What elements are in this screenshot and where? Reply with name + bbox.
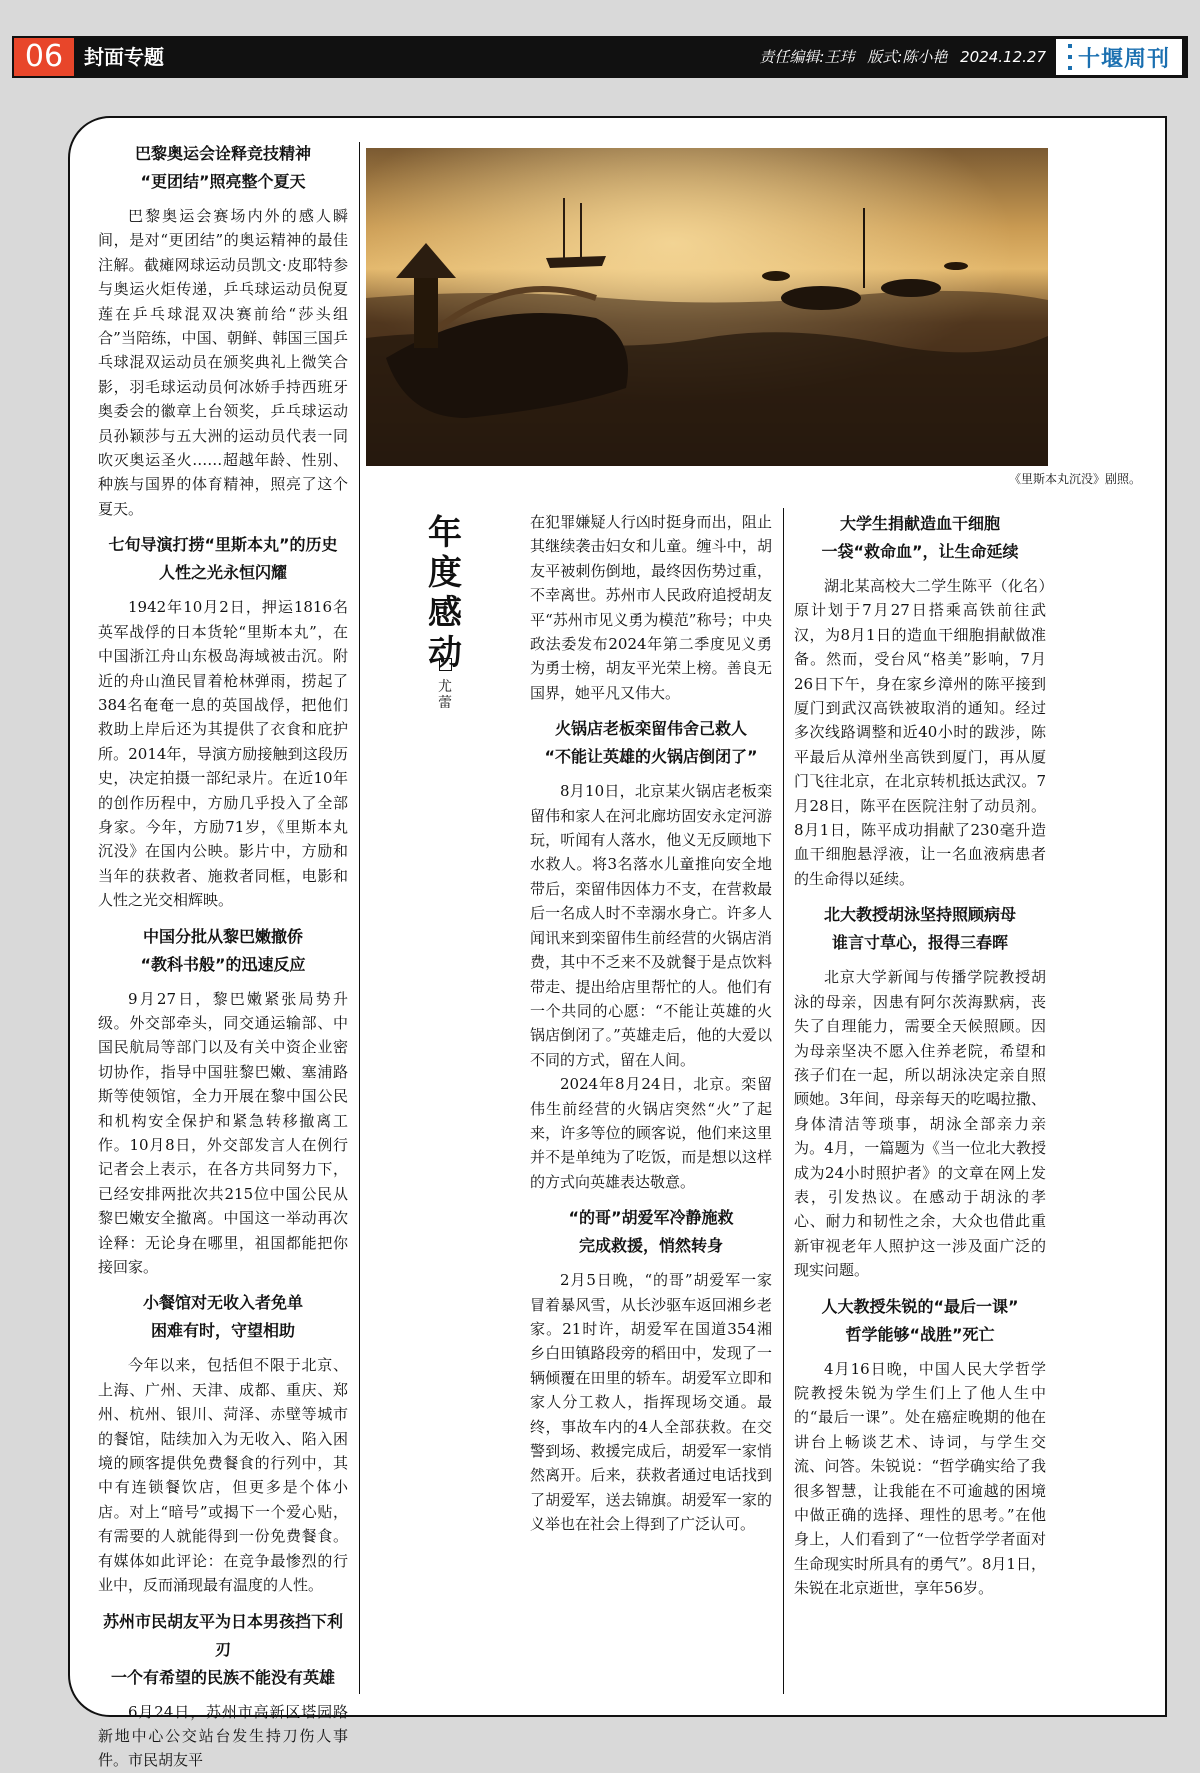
heading-line: 中国分批从黎巴嫩撤侨 <box>142 926 303 946</box>
heading-line: 小餐馆对无收入者免单 <box>142 1293 303 1313</box>
article <box>794 1293 1046 1601</box>
title-char: 动 <box>428 633 462 673</box>
article <box>794 901 1046 1282</box>
byline-box-icon <box>439 658 452 671</box>
heading-line: 火锅店老板栾留伟舍己救人 <box>554 719 747 739</box>
heading-line: 巴黎奥运会诠释竞技精神 <box>134 144 311 163</box>
heading-line: 哲学能够“战胜”死亡 <box>845 1324 995 1344</box>
article <box>98 140 348 521</box>
title-char: 度 <box>428 553 462 593</box>
article-paragraph: 湖北某高校大二学生陈平（化名）原计划于7月27日搭乘高铁前往武汉，为8月1日的造血干细胞捐献做准备。然而，受台风“格美”影响，7月26日下午，身在家乡漳州的陈平接到厦门到武汉高铁被取消的通知。经过多次线路调整和近40小时的跋涉，陈平最后从漳州坐高铁到厦门，再从厦门飞往北京，在北京转机抵达武汉。7月28日，陈平在医院注射了动员剂。8月1日，陈平成功捐献了230毫升造血干细胞悬浮液，让一名血液病患者的生命得以延续。 <box>794 577 1046 888</box>
article <box>98 1289 348 1597</box>
article-heading <box>794 510 1046 566</box>
page-header <box>12 36 1188 78</box>
article-heading <box>98 1289 348 1345</box>
title-char: 年 <box>428 513 462 553</box>
article-paragraph: 6月24日，苏州市高新区塔园路新地中心公交站台发生持刀伤人事件。市民胡友平 <box>98 1702 348 1770</box>
article-heading <box>98 531 348 587</box>
paper-name: 十堰周刊 <box>1077 45 1170 72</box>
column-2 <box>530 510 772 1537</box>
article-heading <box>794 901 1046 957</box>
heading-line: 困难有时，守望相助 <box>150 1321 295 1341</box>
column-divider <box>783 508 784 1694</box>
author-char: 尤 <box>438 679 452 695</box>
paper-logo <box>1056 39 1182 75</box>
article-heading <box>98 923 348 979</box>
author-byline <box>432 658 458 711</box>
article <box>98 923 348 1280</box>
article-heading <box>794 1293 1046 1349</box>
article-heading <box>98 1608 348 1692</box>
article-paragraph: 1942年10月2日，押运1816名英军战俘的日本货轮“里斯本丸”，在中国浙江舟山东极岛海域被击沉。附近的舟山渔民冒着枪林弹雨，捞起了384名奄奄一息的英国战俘，把他们救助上岸后还为其提供了衣食和庇护所。2014年，导演方励接触到这段历史，决定拍摄一部纪录片。在近10年的创作历程中，方励几乎投入了全部身家。今年，方励71岁，《里斯本丸沉没》在国内公映。影片中，方励和当年的获救者、施救者同框，电影和人性之光交相辉映。 <box>98 598 348 910</box>
feature-photo <box>366 148 1048 466</box>
article-heading <box>98 140 348 196</box>
article <box>98 1608 348 1773</box>
column-divider <box>359 142 360 1694</box>
heading-line: “的哥”胡爱军冷静施救 <box>568 1208 734 1228</box>
article-paragraph: 8月10日，北京某火锅店老板栾留伟和家人在河北廊坊固安永定河游玩，听闻有人落水，他义无反顾地下水救人。将3名落水儿童推向安全地带后，栾留伟因体力不支，在营救最后一名成人时不幸溺水身亡。许多人闻讯来到栾留伟生前经营的火锅店消费，其中不乏来不及就餐于是点饮料带走、提出给店里帮忙的人。他们有一个共同的心愿：“不能让英雄的火锅店倒闭了。”英雄走后，他的大爱以不同的方式，留在人间。 <box>530 782 772 1069</box>
article <box>530 1204 772 1536</box>
article-paragraph: 9月27日，黎巴嫩紧张局势升级。外交部牵头，同交通运输部、中国民航局等部门以及有关中资企业密切协作，指导中国驻黎巴嫩、塞浦路斯等使领馆，全力开展在黎中国公民和机构安全保护和紧急转移撤离工作。10月8日，外交部发言人在例行记者会上表示，在各方共同努力下，已经安排两批次共215位中国公民从黎巴嫩安全撤离。中国这一举动再次诠释：无论身在哪里，祖国都能把你接回家。 <box>98 989 348 1277</box>
column-1 <box>98 140 348 1773</box>
heading-line: 人性之光永恒闪耀 <box>158 563 287 583</box>
feature-panel <box>68 116 1167 1770</box>
header-credits <box>751 36 1046 78</box>
heading-line: 完成救援，悄然转身 <box>578 1236 723 1256</box>
heading-line: 七旬导演打捞“里斯本丸”的历史 <box>108 535 338 555</box>
layout-credit: 版式:陈小艳 <box>867 48 948 66</box>
heading-line: “更团结”照亮整个夏天 <box>140 172 306 191</box>
feature-title <box>425 513 465 673</box>
title-char: 感 <box>428 593 462 633</box>
article-paragraph: 北京大学新闻与传播学院教授胡泳的母亲，因患有阿尔茨海默病，丧失了自理能力，需要全天候照顾。因为母亲坚决不愿入住养老院，希望和孩子们在一起，所以胡泳决定亲自照顾她。3年间，母亲每天的吃喝拉撒、身体清洁等琐事，胡泳全部亲力亲为。4月，一篇题为《当一位北大教授成为24小时照护者》的文章在网上发表，引发热议。在感动于胡泳的孝心、耐力和韧性之余，大众也借此重新审视老年人照护这一涉及面广泛的现实问题。 <box>794 968 1046 1280</box>
page-number: 06 <box>14 38 74 76</box>
heading-line: 人大教授朱锐的“最后一课” <box>821 1296 1019 1316</box>
article-heading <box>530 715 772 771</box>
author-char: 蕾 <box>438 695 452 711</box>
article-heading <box>530 1204 772 1260</box>
heading-line: “教科书般”的迅速反应 <box>140 954 306 974</box>
heading-line: 谁言寸草心，报得三春晖 <box>831 933 1008 953</box>
article-paragraph: 巴黎奥运会赛场内外的感人瞬间，是对“更团结”的奥运精神的最佳注解。截瘫网球运动员凯文·皮耶特参与奥运火炬传递，乒乓球运动员倪夏莲在乒乓球混双决赛前给“莎头组合”当陪练，中国、朝鲜、韩国三国乒乓球混双运动员在颁奖典礼上微笑合影，羽毛球运动员何冰娇手持西班牙奥委会的徽章上台领奖，乒乓球运动员孙颖莎与五大洲的运动员代表一同吹灭奥运圣火……超越年龄、性别、种族与国界的体育精神，照亮了这个夏天。 <box>98 207 348 518</box>
column-3 <box>794 510 1046 1601</box>
article <box>530 715 772 1194</box>
article-paragraph: 在犯罪嫌疑人行凶时挺身而出，阻止其继续袭击妇女和儿童。缠斗中，胡友平被刺伤倒地，最终因伤势过重，不幸离世。苏州市人民政府追授胡友平“苏州市见义勇为模范”称号；中央政法委发布2024年第二季度见义勇为勇士榜，胡友平光荣上榜。善良无国界，她平凡又伟大。 <box>530 513 772 702</box>
article-paragraph: 今年以来，包括但不限于北京、上海、广州、天津、成都、重庆、郑州、杭州、银川、菏泽、赤壁等城市的餐馆，陆续加入为无收入、陷入困境的顾客提供免费餐食的行列中，其中有连锁餐饮店，但更多是个体小店。对上“暗号”或揭下一个爱心贴，有需要的人就能得到一份免费餐食。有媒体如此评论：在竞争最惨烈的行业中，反而涌现最有温度的人性。 <box>98 1356 348 1595</box>
article <box>98 531 348 912</box>
boats-at-sunset-image <box>366 148 1048 466</box>
article <box>530 510 772 705</box>
article-paragraph: 2024年8月24日，北京。栾留伟生前经营的火锅店突然“火”了起来，许多等位的顾客说，他们来这里并不是单纯为了吃饭，而是想以这样的方式向英雄表达敬意。 <box>530 1075 772 1191</box>
heading-line: 北大教授胡泳坚持照顾病母 <box>823 905 1016 925</box>
heading-line: “不能让英雄的火锅店倒闭了” <box>544 747 758 767</box>
article <box>794 510 1046 891</box>
article-paragraph: 4月16日晚，中国人民大学哲学院教授朱锐为学生们上了他人生中的“最后一课”。处在癌症晚期的他在讲台上畅谈艺术、诗词，与学生交流、问答。朱锐说：“哲学确实给了我很多智慧，让我能在不可逾越的困境中做正确的选择、理性的思考。”在他身上，人们看到了“一位哲学学者面对生命现实时所具有的勇气”。8月1日，朱锐在北京逝世，享年56岁。 <box>794 1359 1046 1598</box>
section-title: 封面专题 <box>84 45 164 69</box>
article-paragraph: 2月5日晚，“的哥”胡爱军一家冒着暴风雪，从长沙驱车返回湘乡老家。21时许，胡爱军在国道354湘乡白田镇路段旁的稻田中，发现了一辆倾覆在田里的轿车。胡爱军立即和家人分工救人，指挥现场交通。最终，事故车内的4人全部获救。在交警到场、救援完成后，胡爱军一家悄然离开。后来，获救者通过电话找到了胡爱军，送去锦旗。胡爱军一家的义举也在社会上得到了广泛认可。 <box>530 1271 772 1534</box>
photo-caption: 《里斯本丸沉没》剧照。 <box>1008 472 1141 486</box>
editor-credit: 责任编辑:王玮 <box>759 48 855 66</box>
heading-line: 一个有希望的民族不能没有英雄 <box>110 1667 335 1687</box>
heading-line: 大学生捐献造血干细胞 <box>839 514 1000 533</box>
heading-line: 苏州市民胡友平为日本男孩挡下利刃 <box>102 1611 343 1659</box>
logo-mark-icon <box>1068 44 1072 70</box>
issue-date: 2024.12.27 <box>960 48 1046 66</box>
heading-line: 一袋“救命血”，让生命延续 <box>821 542 1019 561</box>
